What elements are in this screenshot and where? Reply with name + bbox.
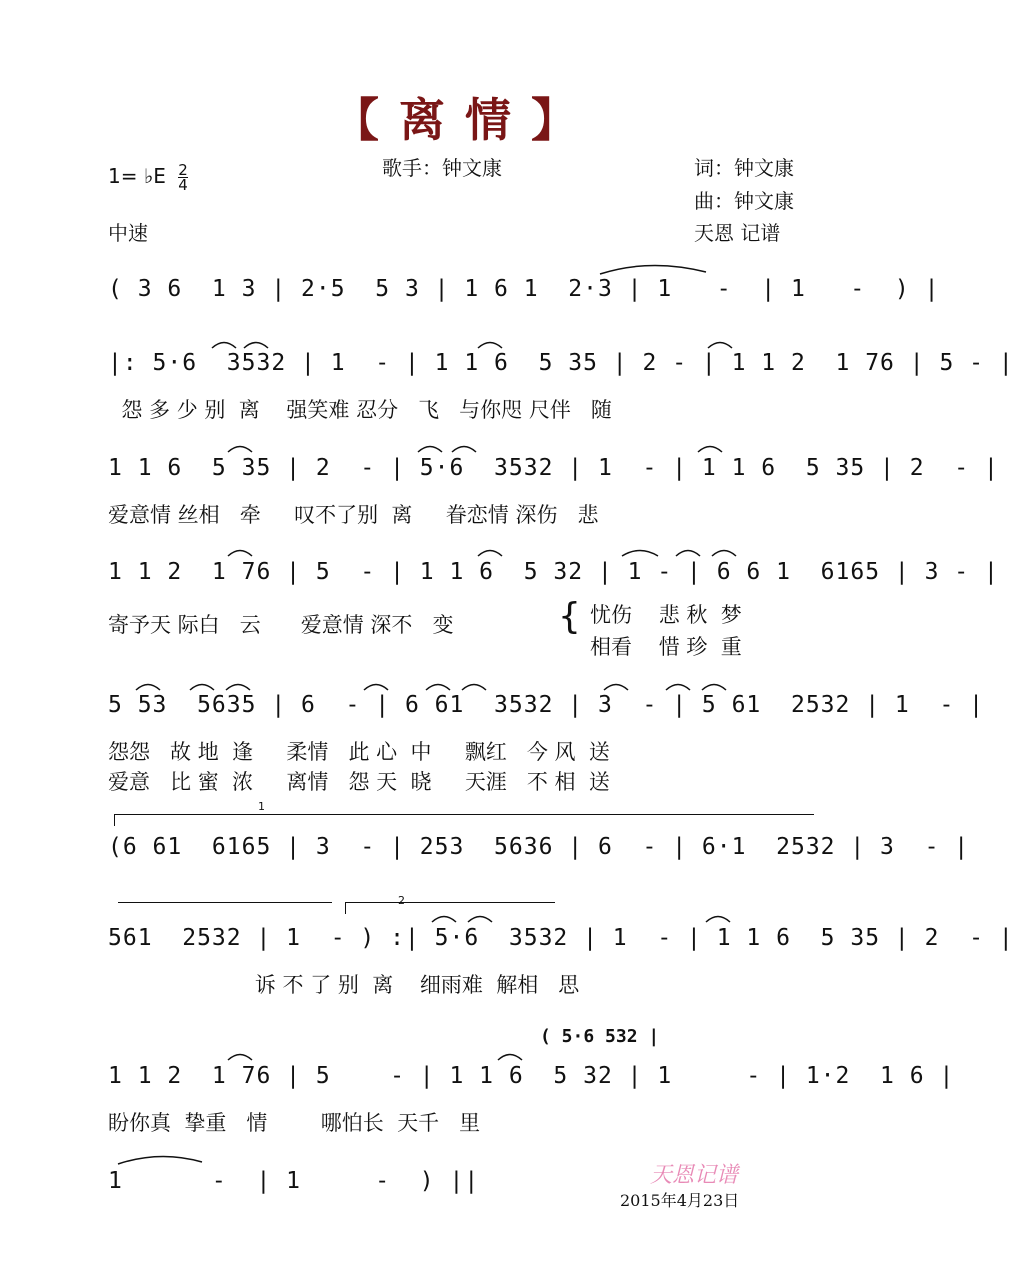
notes-line-1: ( 3 6 1 3 | 2·5 5 3 | 1 6 1 2·3 | 1 - | 1 - ) | <box>108 276 940 302</box>
slur-l3-c <box>452 447 476 453</box>
slur-l3-d <box>698 447 722 453</box>
notes-line-2: |: 5·6 3532 | 1 - | 1 1 6 5 35 | 2 - | 1 1 2 1 76 | 5 - | <box>108 350 1014 376</box>
slur-l5-i <box>702 685 726 691</box>
singer-credit: 歌手：钟文康 <box>382 156 502 180</box>
slur-l2-b <box>244 343 268 349</box>
slur-l5-g <box>604 685 628 691</box>
slur-l5-f <box>462 685 486 691</box>
slur-l4-d <box>676 551 700 557</box>
notes-line-3: 1 1 6 5 35 | 2 - | 5·6 3532 | 1 - | 1 1 6 5 35 | 2 - | <box>108 455 999 481</box>
slur-l3-a <box>228 447 252 453</box>
slur-l2-c <box>478 343 502 349</box>
notes-line-6: (6 61 6165 | 3 - | 253 5636 | 6 - | 6·1 2532 | 3 - | <box>108 834 970 860</box>
tie-line-9 <box>118 1156 202 1164</box>
lyrics-line-4a: 寄予天 际白 云 爱意情 深不 变 <box>108 613 454 637</box>
slur-l5-a <box>136 685 160 691</box>
slur-l5-h <box>666 685 690 691</box>
slur-l4-a <box>228 551 252 557</box>
time-denominator: 4 <box>178 176 188 194</box>
notes-line-7: 561 2532 | 1 - ) :| 5·6 3532 | 1 - | 1 1 6 5 35 | 2 - | <box>108 925 1014 951</box>
lyricist-credit: 词：钟文康 <box>694 156 794 180</box>
transcription-date: 2015年4月23日 <box>620 1191 740 1210</box>
lyrics-line-4b1: 忧伤 悲 秋 梦 <box>590 603 742 627</box>
slur-l5-b <box>190 685 214 691</box>
volta-1-label: 1 <box>258 800 265 813</box>
slur-l7-a <box>432 917 456 923</box>
slur-l2-d <box>708 343 732 349</box>
slur-l4-b <box>478 551 502 557</box>
slur-l5-c <box>226 685 250 691</box>
lyrics-line-3: 爱意情 丝相 牵 叹不了别 离 眷恋情 深伤 悲 <box>108 503 599 527</box>
lyrics-line-8: 盼你真 挚重 情 哪怕长 天千 里 <box>108 1111 481 1135</box>
notes-line-4: 1 1 2 1 76 | 5 - | 1 1 6 5 32 | 1 - | 6 6 1 6165 | 3 - | <box>108 559 999 585</box>
tempo-marking: 中速 <box>108 221 148 245</box>
slur-l3-b <box>418 447 442 453</box>
slur-l4-e <box>712 551 736 557</box>
transcriber-stamp: 天恩记谱 <box>650 1163 739 1188</box>
bracketed-intro-notes: ( 5·6 532 | <box>540 1026 660 1047</box>
slur-l8-a <box>228 1055 252 1061</box>
lyrics-line-5b: 爱意 比 蜜 浓 离情 怨 天 晓 天涯 不 相 送 <box>108 770 610 794</box>
notes-line-5: 5 53 5635 | 6 - | 6 61 3532 | 3 - | 5 61 2532 | 1 - | <box>108 692 984 718</box>
composer-credit: 曲：钟文康 <box>694 189 794 213</box>
slur-l5-d <box>364 685 388 691</box>
slur-l8-b <box>498 1055 522 1061</box>
slur-l2-a <box>212 343 236 349</box>
slur-l4-c <box>622 551 658 557</box>
lyrics-line-7: 诉 不 了 别 离 细雨难 解相 思 <box>108 973 580 997</box>
transcriber-credit: 天恩 记谱 <box>694 221 781 245</box>
lyrics-line-2: 怨 多 少 别 离 强笑难 忍分 飞 与你咫 尺伴 随 <box>108 398 612 422</box>
slur-l5-e <box>426 685 450 691</box>
notes-line-9: 1 - | 1 - ) || <box>108 1168 480 1194</box>
lyrics-line-5a: 怨怨 故 地 逢 柔情 此 心 中 飘红 今 风 送 <box>108 740 610 764</box>
lyrics-line-4b2: 相看 惜 珍 重 <box>590 635 742 659</box>
notes-line-8: 1 1 2 1 76 | 5 - | 1 1 6 5 32 | 1 - | 1·2 1 6 | <box>108 1063 955 1089</box>
time-numerator: 2 <box>178 161 188 179</box>
volta-2-label: 2 <box>398 894 405 907</box>
key-label: 1= ♭E <box>108 164 166 188</box>
tie-line-1 <box>600 265 706 274</box>
slur-l7-c <box>706 917 730 923</box>
lyric-brace: { <box>558 596 581 637</box>
slur-l7-b <box>468 917 492 923</box>
song-title: 【 离 情 】 <box>332 93 580 147</box>
